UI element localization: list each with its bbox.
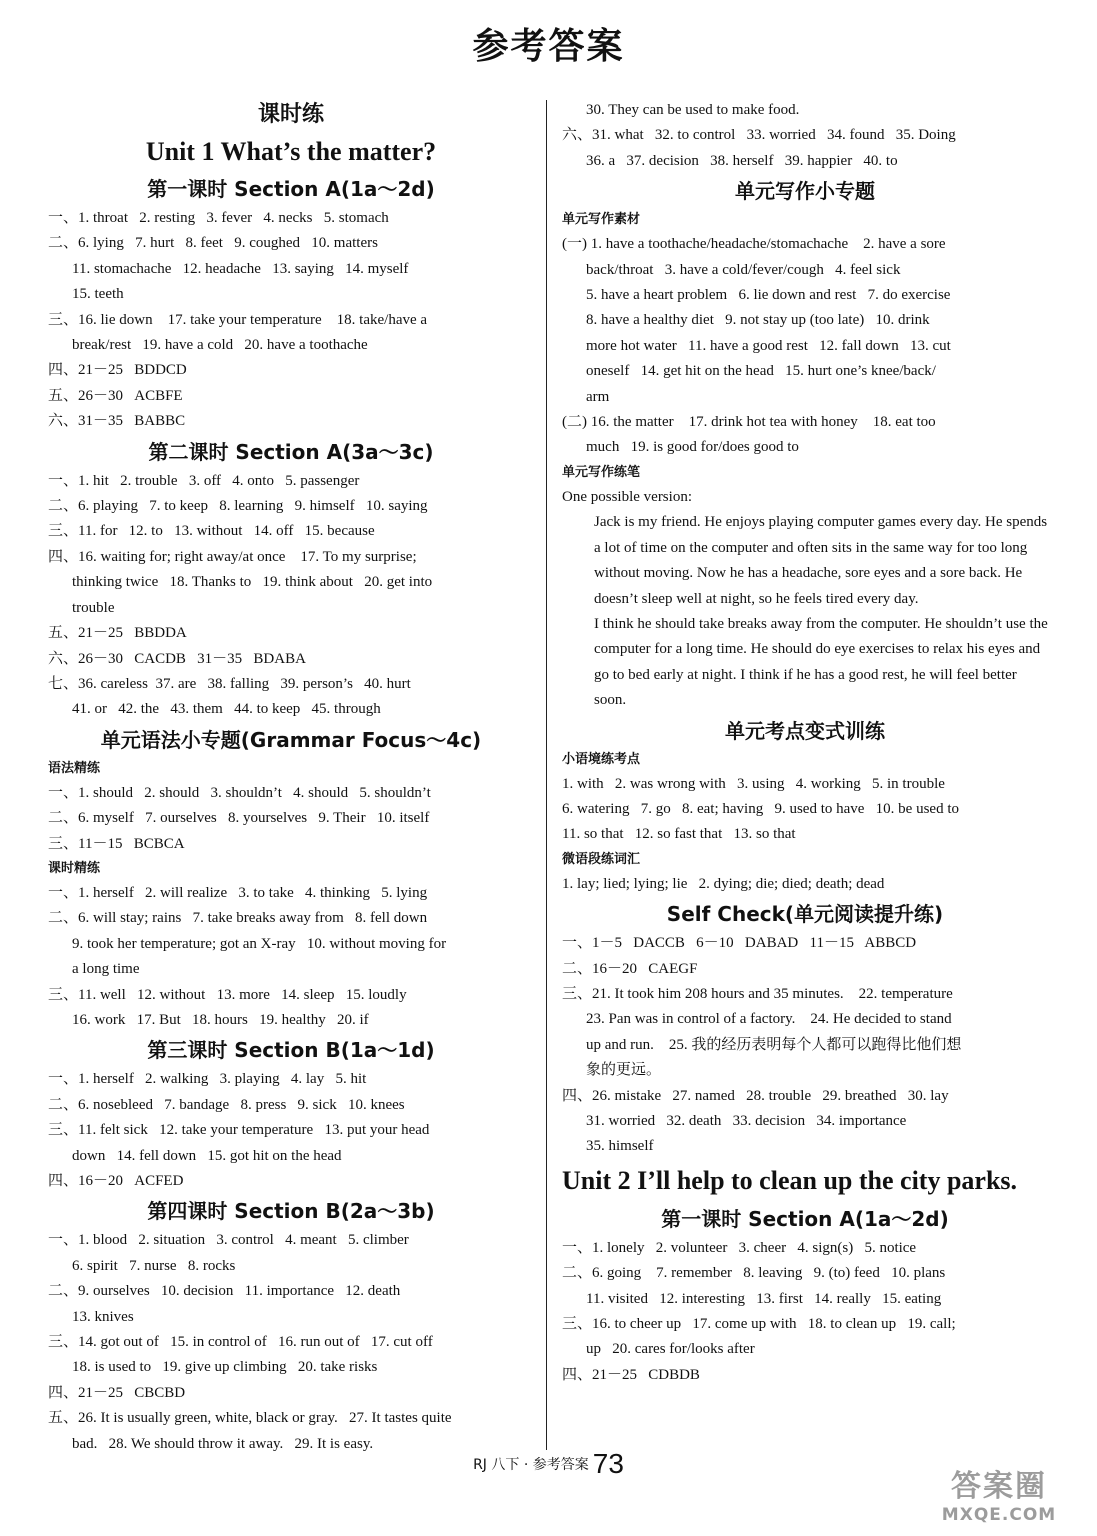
answer-line-continued: 18. is used to 19. give up climbing 20. take risks xyxy=(72,1359,378,1376)
answer-line: 五、21－25 BBDDA xyxy=(48,625,187,642)
subsection-label: 单元写作素材 xyxy=(562,212,641,228)
lesson-heading: 单元写作小专题 xyxy=(735,179,875,204)
answer-line: 二、6. going 7. remember 8. leaving 9. (to) feed 10. plans xyxy=(562,1265,946,1282)
answer-line-continued: 15. teeth xyxy=(72,286,124,303)
subsection-label: 语法精练 xyxy=(48,760,101,776)
answer-line-continued: 11. stomachache 12. headache 13. saying 14. myself xyxy=(72,260,409,277)
lesson-heading: 单元考点变式训练 xyxy=(725,718,885,743)
subsection-label: 小语境练考点 xyxy=(562,751,641,767)
answer-line-continued: a long time xyxy=(72,961,140,978)
answer-line: 1. lay; lied; lying; lie 2. dying; die; died; death; dead xyxy=(562,875,885,892)
section-heading: 课时练 xyxy=(257,102,324,127)
answer-line: 三、11. felt sick 12. take your temperature 13. put your head xyxy=(48,1122,430,1139)
answer-line-continued: thinking twice 18. Thanks to 19. think about 20. get into xyxy=(72,574,433,591)
answer-line-continued: arm xyxy=(586,388,610,405)
answer-line: 三、11. for 12. to 13. without 14. off 15. because xyxy=(48,523,375,540)
answer-line-continued: 5. have a heart problem 6. lie down and rest 7. do exercise xyxy=(586,287,951,304)
answer-line: 二、9. ourselves 10. decision 11. importance 12. death xyxy=(48,1283,401,1300)
answer-line: 三、14. got out of 15. in control of 16. run out of 17. cut off xyxy=(48,1334,433,1351)
answer-line-continued: 36. a 37. decision 38. herself 39. happier 40. to xyxy=(586,152,898,169)
answer-line: 一、1. hit 2. trouble 3. off 4. onto 5. passenger xyxy=(48,472,360,489)
answer-line: 一、1. throat 2. resting 3. fever 4. necks 5. stomach xyxy=(48,210,389,226)
answer-line-continued: up and run. 25. 我的经历表明每个人都可以跑得比他们想 xyxy=(586,1036,962,1053)
answer-line-continued: much 19. is good for/does good to xyxy=(586,439,799,456)
answer-line-continued: 35. himself xyxy=(586,1138,654,1155)
answer-line: 四、21－25 BDDCD xyxy=(48,362,187,379)
answer-line: 一、1. herself 2. walking 3. playing 4. lay 5. hit xyxy=(48,1071,367,1088)
answer-line: 三、21. It took him 208 hours and 35 minutes. 22. temperature xyxy=(562,985,953,1002)
answer-line: 五、26. It is usually green, white, black or gray. 27. It tastes quite xyxy=(48,1410,452,1427)
answer-line-continued: 13. knives xyxy=(72,1308,134,1325)
answer-line-continued: 31. worried 32. death 33. decision 34. importance xyxy=(586,1113,907,1129)
left-column xyxy=(48,98,534,1457)
subsection-label: 单元写作练笔 xyxy=(562,464,641,480)
answer-line: 七、36. careless 37. are 38. falling 39. person’s 40. hurt xyxy=(48,675,411,692)
subsection-label: 课时精练 xyxy=(48,860,101,876)
answer-line: (一) 1. have a toothache/headache/stomachache 2. have a sore xyxy=(562,236,946,253)
lesson-heading: 第三课时 Section B(1a～1d) xyxy=(147,1038,435,1063)
answer-line: 五、26－30 ACBFE xyxy=(48,387,183,404)
answer-line: 一、1. should 2. should 3. shouldn’t 4. should 5. shouldn’t xyxy=(48,784,431,801)
unit-heading: Unit 2 I’ll help to clean up the city parks. xyxy=(562,1165,1018,1195)
answer-line-continued: bad. 28. We should throw it away. 29. It is easy. xyxy=(72,1435,374,1452)
answer-line-continued: more hot water 11. have a good rest 12. fall down 13. cut xyxy=(586,337,951,354)
answer-line: 六、26－30 CACDB 31－35 BDABA xyxy=(48,650,306,667)
essay-paragraph: Jack is my friend. He enjoys playing computer games every day. He spends a lot of time on the computer and often sits in the same way for too long without moving. Now he has a headache, sore eyes and a sore back. He doesn’t sleep well at night, so he feels tired every day. xyxy=(594,514,1048,607)
column-divider xyxy=(546,100,547,1450)
answer-line-continued: 23. Pan was in control of a factory. 24. He decided to stand xyxy=(586,1011,952,1028)
lesson-heading: 单元语法小专题(Grammar Focus～4c) xyxy=(100,727,482,752)
page-title: 参考答案 xyxy=(472,26,625,67)
answer-line: 四、21－25 CDBDB xyxy=(562,1366,700,1383)
answer-line: 三、16. to cheer up 17. come up with 18. to clean up 19. call; xyxy=(562,1316,956,1333)
answer-line: 二、6. nosebleed 7. bandage 8. press 9. sick 10. knees xyxy=(48,1096,405,1113)
answer-line: (二) 16. the matter 17. drink hot tea with honey 18. eat too xyxy=(562,414,936,431)
watermark-logo xyxy=(914,1470,1084,1530)
answer-line-continued: 6. spirit 7. nurse 8. rocks xyxy=(72,1257,236,1274)
answer-line-continued: down 14. fell down 15. got hit on the head xyxy=(72,1147,342,1164)
lesson-heading: 第一课时 Section A(1a～2d) xyxy=(147,177,435,201)
answer-line-continued: 16. work 17. But 18. hours 19. healthy 20. if xyxy=(72,1011,369,1028)
answer-line-continued: trouble xyxy=(72,599,115,616)
right-column xyxy=(562,98,1048,1388)
answer-line: 三、11－15 BCBCA xyxy=(48,835,185,852)
answer-line: 三、16. lie down 17. take your temperature 18. take/have a xyxy=(48,311,428,328)
page-number: 73 xyxy=(592,1448,624,1479)
footer-label: RJ 八下 · 参考答案 xyxy=(473,1457,589,1473)
answer-line: 四、21－25 CBCBD xyxy=(48,1384,186,1401)
watermark-top: 答案圈 xyxy=(951,1469,1047,1504)
answer-line: 1. with 2. was wrong with 3. using 4. working 5. in trouble xyxy=(562,775,945,792)
answer-line: 一、1. herself 2. will realize 3. to take 4. thinking 5. lying xyxy=(48,884,428,901)
answer-line-continued: 30. They can be used to make food. xyxy=(586,102,800,118)
answer-line-continued: oneself 14. get hit on the head 15. hurt one’s knee/back/ xyxy=(586,363,936,380)
answer-line: 二、6. playing 7. to keep 8. learning 9. himself 10. saying xyxy=(48,498,428,515)
answer-line: 四、16. waiting for; right away/at once 17. To my surprise; xyxy=(48,548,417,565)
answer-line-continued: up 20. cares for/looks after xyxy=(586,1341,755,1358)
answer-line: 6. watering 7. go 8. eat; having 9. used to have 10. be used to xyxy=(562,800,960,817)
answer-line: 四、16－20 ACFED xyxy=(48,1173,184,1189)
answer-line: 四、26. mistake 27. named 28. trouble 29. breathed 30. lay xyxy=(562,1087,949,1104)
subsection-label: 微语段练词汇 xyxy=(562,851,641,867)
answer-line: 六、31. what 32. to control 33. worried 34. found 35. Doing xyxy=(562,127,956,144)
answer-line: 二、6. lying 7. hurt 8. feet 9. coughed 10. matters xyxy=(48,235,378,252)
answer-line-continued: 象的更远。 xyxy=(586,1062,662,1079)
essay-paragraph: I think he should take breaks away from the computer. He shouldn’t use the computer for a long time. He should do eye exercises to relax his eyes and go to bed early at night. I think if he has a good rest, he will feel better soon. xyxy=(594,615,1048,709)
answer-line-continued: 11. visited 12. interesting 13. first 14. really 15. eating xyxy=(586,1290,942,1307)
answer-line-continued: 41. or 42. the 43. them 44. to keep 45. through xyxy=(72,701,381,718)
answer-line: 三、11. well 12. without 13. more 14. sleep 15. loudly xyxy=(48,986,407,1003)
lesson-heading: 第二课时 Section A(3a～3c) xyxy=(148,439,434,464)
answer-line: 二、6. myself 7. ourselves 8. yourselves 9. Their 10. itself xyxy=(48,810,430,827)
answer-line: One possible version: xyxy=(562,488,692,505)
answer-line: 一、1－5 DACCB 6－10 DABAD 11－15 ABBCD xyxy=(562,935,917,952)
answer-line: 一、1. lonely 2. volunteer 3. cheer 4. sign(s) 5. notice xyxy=(562,1239,917,1256)
answer-line: 六、31－35 BABBC xyxy=(48,413,186,430)
answer-line: 一、1. blood 2. situation 3. control 4. meant 5. climber xyxy=(48,1232,409,1249)
lesson-heading: Self Check(单元阅读提升练) xyxy=(666,902,944,927)
answer-line-continued: back/throat 3. have a cold/fever/cough 4. feel sick xyxy=(586,261,901,278)
answer-line-continued: 9. took her temperature; got an X-ray 10. without moving for xyxy=(72,935,447,952)
lesson-heading: 第一课时 Section A(1a～2d) xyxy=(661,1206,949,1231)
answer-line-continued: break/rest 19. have a cold 20. have a toothache xyxy=(72,337,368,354)
answer-line: 11. so that 12. so fast that 13. so that xyxy=(562,826,796,843)
watermark-bottom: MXQE.COM xyxy=(941,1505,1057,1525)
unit-heading: Unit 1 What’s the matter? xyxy=(145,137,437,166)
answer-line: 二、16－20 CAEGF xyxy=(562,960,698,977)
answer-line: 二、6. will stay; rains 7. take breaks away from 8. fell down xyxy=(48,910,428,927)
lesson-heading: 第四课时 Section B(2a～3b) xyxy=(147,1199,435,1224)
answer-line-continued: 8. have a healthy diet 9. not stay up (too late) 10. drink xyxy=(586,312,930,329)
